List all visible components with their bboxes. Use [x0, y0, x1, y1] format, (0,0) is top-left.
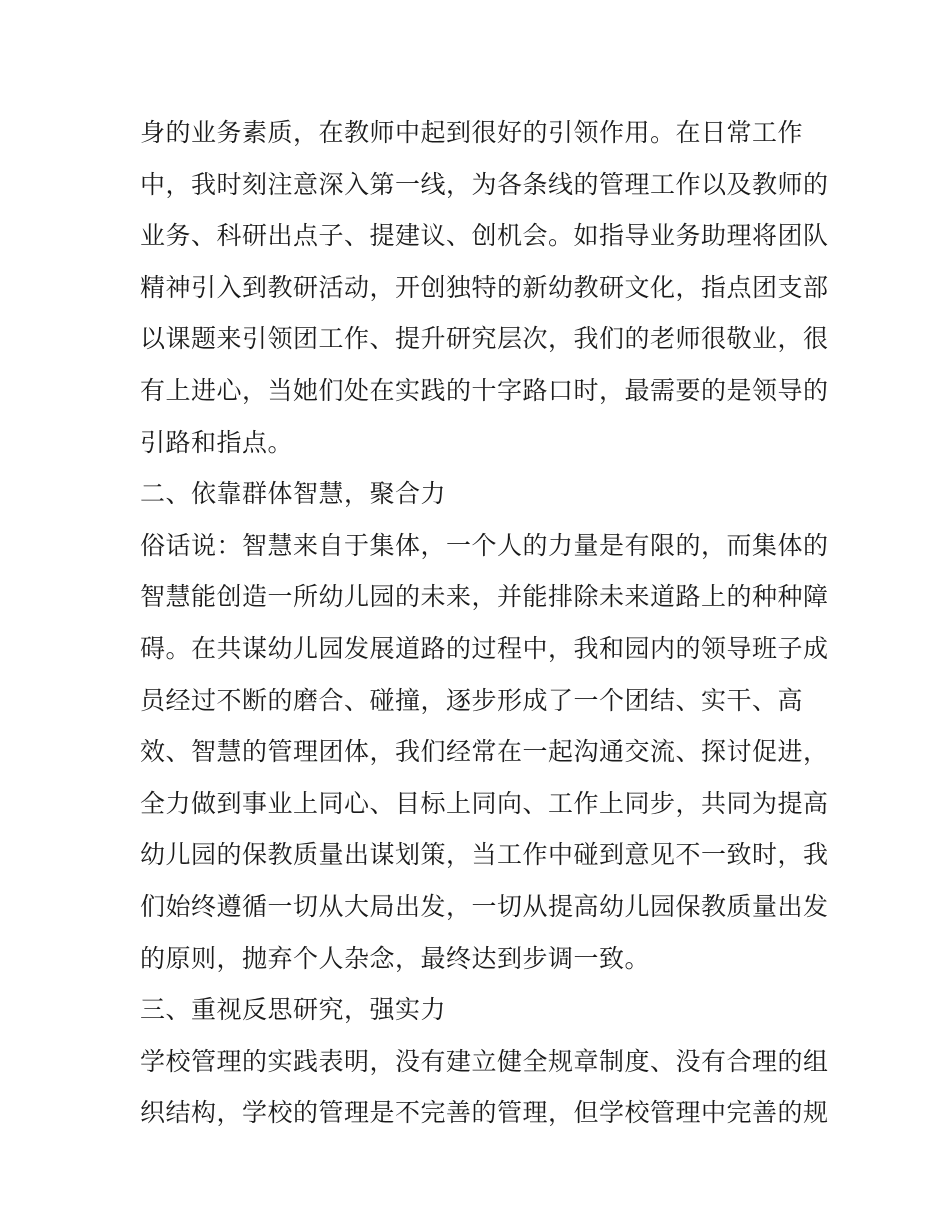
- text-line: 幼儿园的保教质量出谋划策，当工作中碰到意见不一致时，我: [140, 840, 829, 870]
- text-line: 学校管理的实践表明，没有建立健全规章制度、没有合理的组: [140, 1046, 829, 1076]
- text-line: 有上进心，当她们处在实践的十字路口时，最需要的是领导的: [140, 375, 829, 405]
- document-body: [140, 107, 829, 1139]
- text-line: 效、智慧的管理团体，我们经常在一起沟通交流、探讨促进，: [140, 737, 829, 767]
- text-line: 织结构，学校的管理是不完善的管理，但学校管理中完善的规: [140, 1098, 829, 1128]
- text-line: 身的业务素质，在教师中起到很好的引领作用。在日常工作: [140, 118, 804, 147]
- text-line: 引路和指点。: [140, 427, 294, 457]
- text-line: 员经过不断的磨合、碰撞，逐步形成了一个团结、实干、高: [140, 685, 804, 715]
- section-heading-2: 二、依靠群体智慧，聚合力: [140, 479, 447, 509]
- text-line: 碍。在共谋幼儿园发展道路的过程中，我和园内的领导班子成: [140, 633, 829, 663]
- text-line: 精神引入到教研活动，开创独特的新幼教研文化，指点团支部: [140, 272, 829, 302]
- text-line: 们始终遵循一切从大局出发，一切从提高幼儿园保教质量出发: [140, 891, 829, 921]
- text-line: 业务、科研出点子、提建议、创机会。如指导业务助理将团队: [140, 221, 829, 251]
- text-line: 全力做到事业上同心、目标上同向、工作上同步，共同为提高: [140, 788, 829, 818]
- text-line: 智慧能创造一所幼儿园的未来，并能排除未来道路上的种种障: [140, 582, 829, 612]
- text-line: 的原则，抛弃个人杂念，最终达到步调一致。: [140, 943, 651, 973]
- text-line: 俗话说：智慧来自于集体，一个人的力量是有限的，而集体的: [140, 530, 829, 560]
- text-line: 以课题来引领团工作、提升研究层次，我们的老师很敬业，很: [140, 324, 829, 354]
- text-line: 中，我时刻注意深入第一线，为各条线的管理工作以及教师的: [140, 169, 829, 199]
- section-heading-3: 三、重视反思研究，强实力: [140, 995, 447, 1025]
